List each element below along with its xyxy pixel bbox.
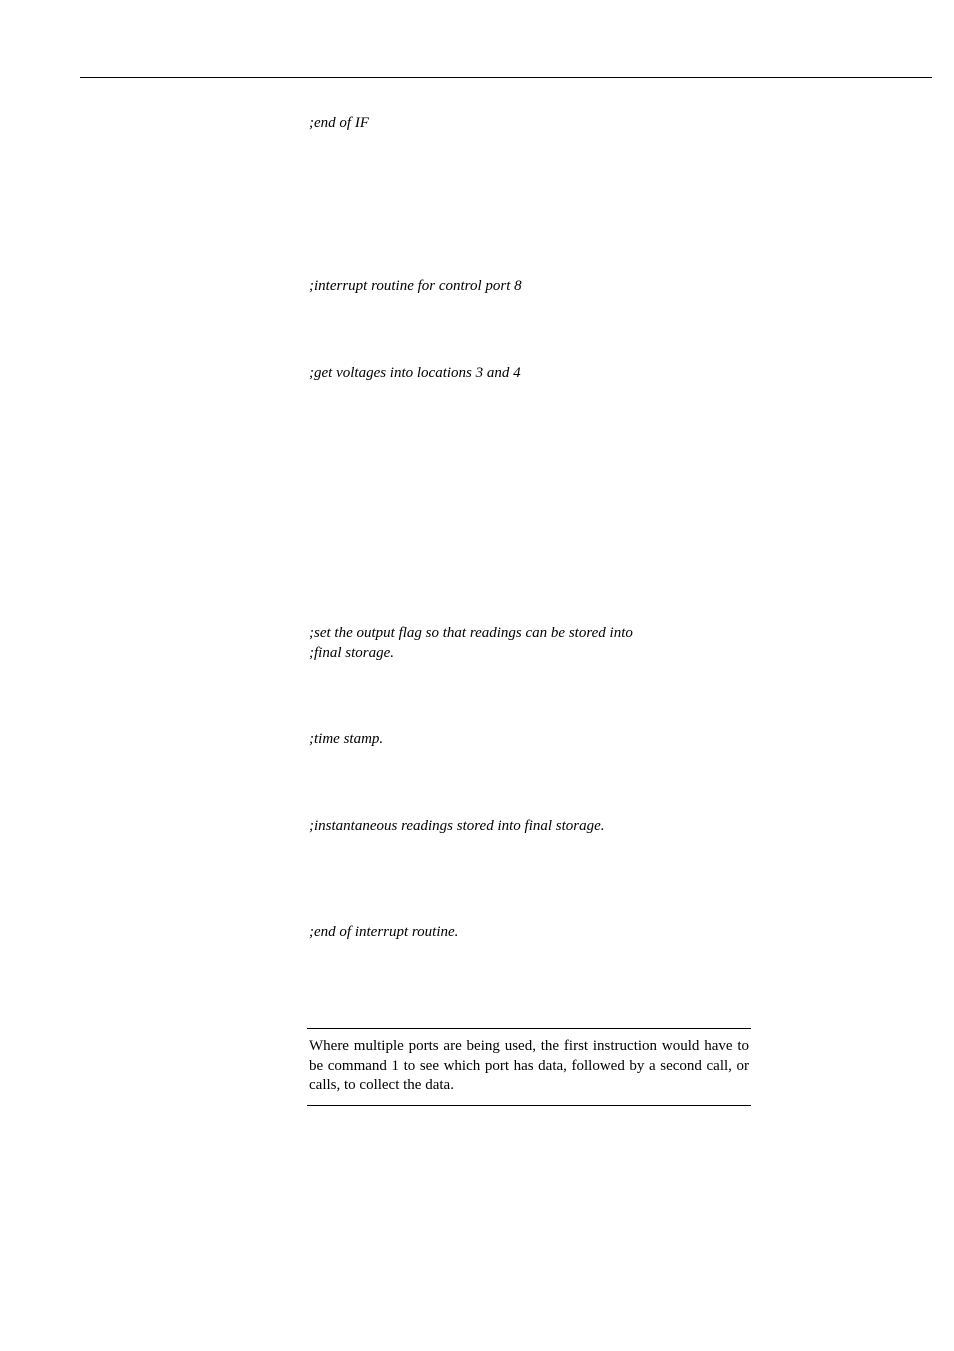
comment-interrupt-routine: ;interrupt routine for control port 8	[309, 278, 522, 294]
comment-end-of-if: ;end of IF	[309, 115, 369, 131]
comment-get-voltages: ;get voltages into locations 3 and 4	[309, 365, 521, 381]
header-rule	[80, 77, 932, 78]
comment-instantaneous-readings: ;instantaneous readings stored into final storage.	[309, 818, 605, 834]
note-box	[307, 1028, 751, 1106]
comment-set-output-flag-line2: ;final storage.	[309, 645, 394, 661]
comment-time-stamp: ;time stamp.	[309, 731, 384, 747]
note-text: Where multiple ports are being used, the first instruction would have to be command 1 to see which port has data, followed by a second call, or calls, to collect the data.	[309, 1038, 749, 1093]
comment-end-of-interrupt: ;end of interrupt routine.	[309, 924, 459, 940]
comment-set-output-flag-line1: ;set the output flag so that readings can be stored into	[309, 625, 633, 641]
